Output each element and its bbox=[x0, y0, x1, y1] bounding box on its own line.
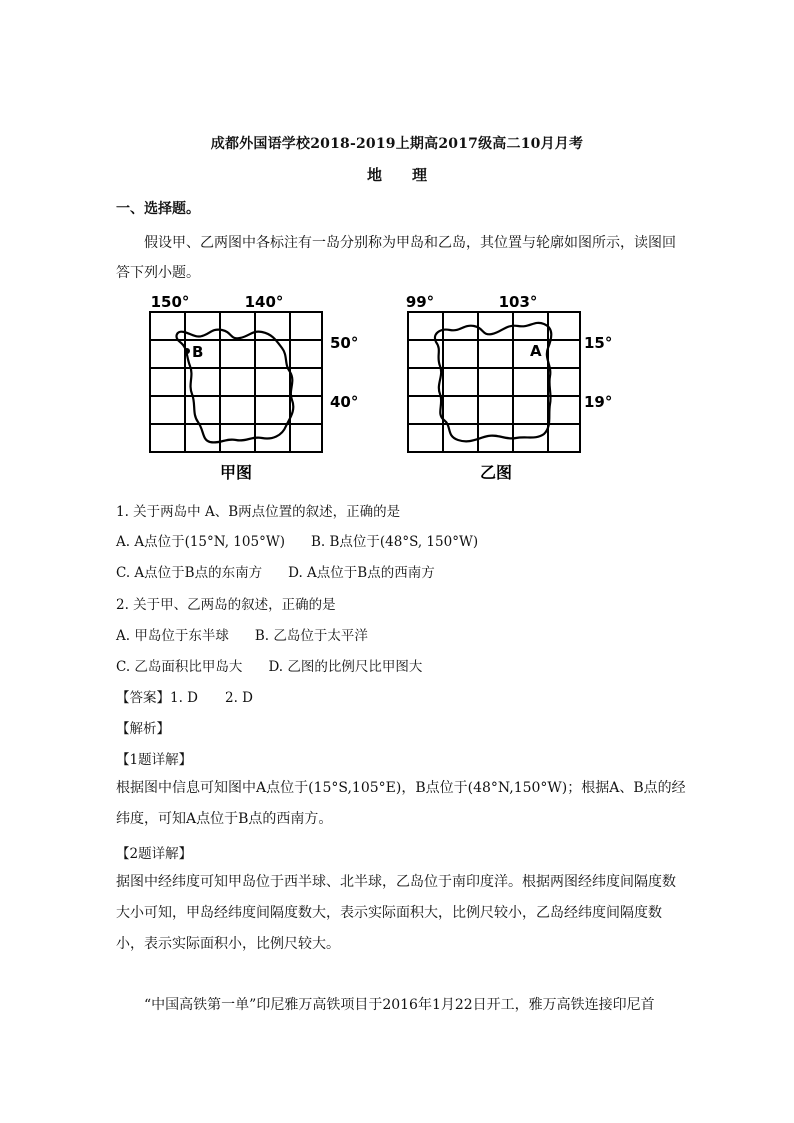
map-yi-lat-label-1: 15° bbox=[584, 334, 613, 352]
question-1-option-c: C. A点位于B点的东南方 bbox=[116, 565, 263, 581]
map-jia-lat-label-1: 50° bbox=[330, 334, 359, 352]
analysis-label: 【解析】 bbox=[116, 721, 170, 737]
point-a-label: A bbox=[530, 342, 542, 360]
maps-figure bbox=[140, 290, 620, 485]
question-2-stem: 2. 关于甲、乙两岛的叙述，正确的是 bbox=[116, 597, 336, 613]
detail-2-text: 据图中经纬度可知甲岛位于西半球、北半球，乙岛位于南印度洋。根据两图经纬度间隔度数大小可知，甲岛经纬度间隔度数大，表示实际面积大，比例尺较小，乙岛经纬度间隔度数小，表示实际面积小，比例尺较大。 bbox=[116, 874, 676, 952]
map-jia-caption: 甲图 bbox=[219, 463, 253, 482]
exam-title: 成都外国语学校2018-2019上期高2017级高二10月月考 bbox=[210, 136, 584, 152]
section-heading: 一、选择题。 bbox=[116, 201, 200, 217]
map-yi-caption: 乙图 bbox=[479, 463, 513, 482]
map-yi-lon-label-2: 103° bbox=[498, 293, 538, 311]
map-jia-lon-label-1: 150° bbox=[150, 293, 190, 311]
subject-title: 地 理 bbox=[366, 166, 427, 184]
question-2-option-a: A. 甲岛位于东半球 bbox=[116, 628, 229, 644]
map-jia-grid bbox=[150, 312, 322, 452]
detail-1-label: 【1题详解】 bbox=[116, 752, 193, 768]
detail-2-label: 【2题详解】 bbox=[116, 846, 193, 862]
question-2-options-row-2 bbox=[116, 655, 422, 675]
question-2-option-b: B. 乙岛位于太平洋 bbox=[254, 628, 368, 644]
question-1-stem: 1. 关于两岛中 A、B两点位置的叙述，正确的是 bbox=[116, 504, 401, 520]
map-yi-lat-label-2: 19° bbox=[584, 393, 613, 411]
map-jia-lon-label-2: 140° bbox=[244, 293, 284, 311]
question-1-options-row-2 bbox=[116, 561, 435, 581]
map-yi bbox=[406, 293, 613, 482]
map-yi-lon-label-1: 99° bbox=[405, 293, 435, 311]
detail-1-text: 根据图中信息可知图中A点位于(15°S,105°E)，B点位于(48°N,150°W)；根据A、B点的经纬度，可知A点位于B点的西南方。 bbox=[116, 780, 686, 827]
question-1-option-a: A. A点位于(15°N, 105°W) bbox=[116, 534, 285, 550]
question-2-options-row-1 bbox=[116, 624, 368, 644]
point-b-marker bbox=[184, 348, 190, 354]
map-jia bbox=[150, 293, 358, 482]
point-b-label: B bbox=[192, 343, 204, 361]
map-jia-lat-label-2: 40° bbox=[330, 393, 359, 411]
question-1-options-row-1 bbox=[116, 530, 478, 550]
question-intro: 假设甲、乙两图中各标注有一岛分别称为甲岛和乙岛，其位置与轮廓如图所示，读图回答下列小题。 bbox=[116, 235, 676, 281]
question-2-option-c: C. 乙岛面积比甲岛大 bbox=[116, 659, 243, 675]
answer-line: 【答案】1. D 2. D bbox=[116, 690, 253, 706]
question-1-option-b: B. B点位于(48°S, 150°W) bbox=[310, 534, 479, 550]
question-1-option-d: D. A点位于B点的西南方 bbox=[288, 565, 435, 581]
question-2-option-d: D. 乙图的比例尺比甲图大 bbox=[268, 659, 423, 675]
next-question-intro: “中国高铁第一单”印尼雅万高铁项目于2016年1月22日开工，雅万高铁连接印尼首 bbox=[144, 997, 655, 1013]
